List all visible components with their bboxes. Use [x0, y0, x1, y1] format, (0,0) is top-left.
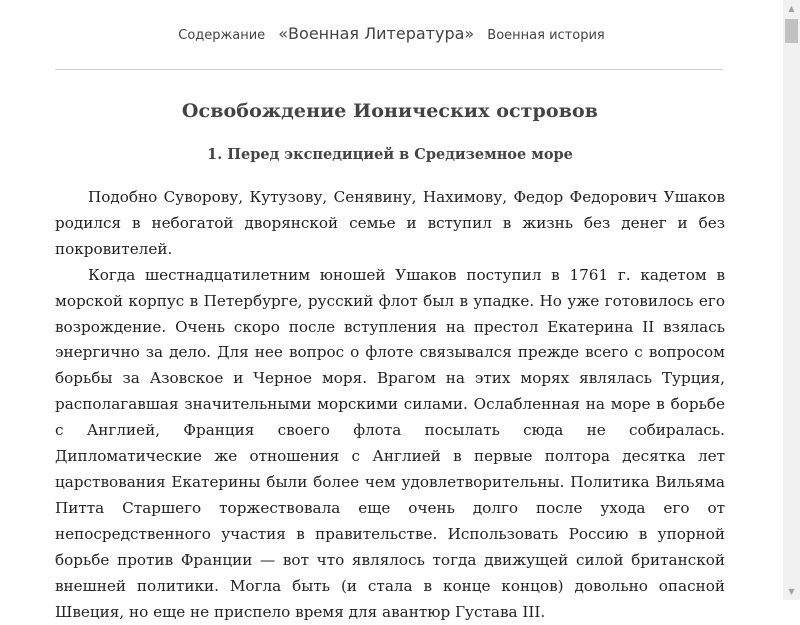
header-divider: [55, 69, 723, 70]
scrollbar-thumb[interactable]: [785, 19, 798, 43]
vertical-scrollbar[interactable]: [783, 0, 800, 600]
nav-section-link[interactable]: Военная история: [487, 28, 605, 43]
article-body: [55, 185, 725, 625]
paragraph: Когда шестнадцатилетним юношей Ушаков поступил в 1761 г. кадетом в морской корпус в Петербурге, русский флот был в упадке. Но уже готовилось его возрождение. Очень скоро после вступления на престол Екатерина II взялась энергично за дело. Для нее вопрос о флоте связывался прежде всего с вопросом борьбы за Азовское и Черное моря. Врагом на этих морях являлась Турция, располагавшая значительными морскими силами. Ослабленная на море в борьбе с Англией, Франция своего флота посылать сюда не собиралась. Дипломатические же отношения с Англией в первые полтора десятка лет царствования Екатерины были более чем удовлетворительны. Политика Вильяма Питта Старшего торжествовала еще очень долго после ухода его от непосредственного участия в правительстве. Использовать Россию в упорной борьбе против Франции — вот что являлось тогда движущей силой британской внешней политики. Могла быть (и стала в конце концов) довольно опасной Швеция, но еще не приспело время для авантюр Густава III.: [55, 265, 725, 621]
scroll-up-icon[interactable]: ▲: [783, 0, 800, 17]
article: [55, 100, 725, 625]
nav-site-link[interactable]: «Военная Литература»: [278, 24, 475, 43]
chapter-heading: 1. Перед экспедицией в Средиземное море: [207, 146, 573, 163]
article-title: Освобождение Ионических островов: [181, 100, 599, 122]
top-nav: [0, 24, 783, 43]
scroll-down-icon[interactable]: ▼: [783, 583, 800, 600]
paragraph: Подобно Суворову, Кутузову, Сенявину, Нахимову, Федор Федорович Ушаков родился в небогатой дворянской семье и вступил в жизнь без денег и без покровителей.: [55, 188, 725, 258]
nav-contents-link[interactable]: Содержание: [178, 28, 266, 43]
